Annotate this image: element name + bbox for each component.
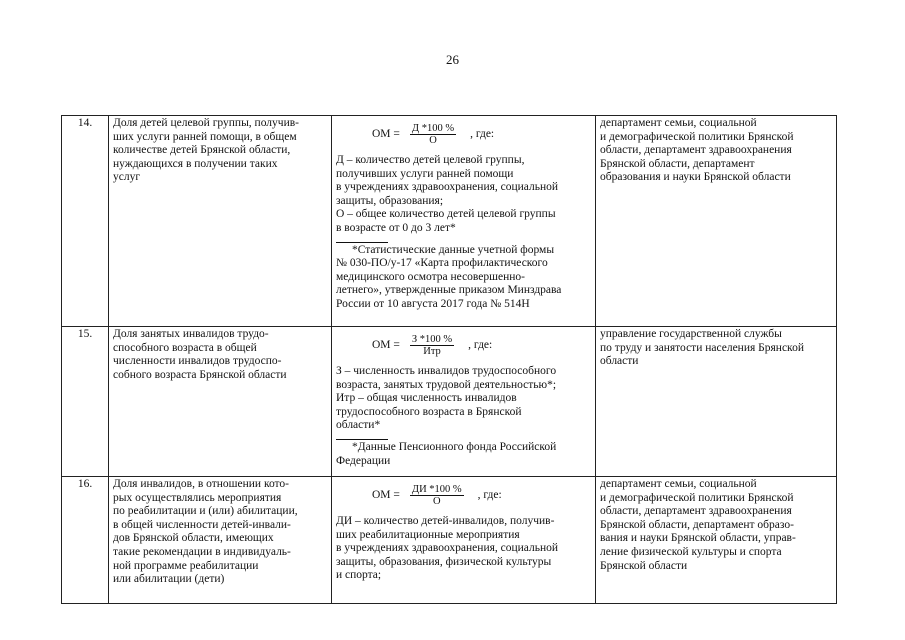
responsible-line: Брянской области, департамент bbox=[600, 157, 755, 170]
indicator-line: дов Брянской области, имеющих bbox=[113, 532, 274, 545]
table-row bbox=[62, 477, 837, 604]
indicator-line: услуг bbox=[113, 171, 141, 184]
explanation-line: защиты, образования; bbox=[336, 194, 444, 207]
responsible-line: области, департамент здравоохранения bbox=[600, 505, 792, 518]
indicator-line: собного возраста Брянской области bbox=[113, 368, 287, 381]
explanation-line: получивших услуги ранней помощи bbox=[336, 167, 514, 180]
indicator-line: Доля инвалидов, в отношении кото- bbox=[113, 478, 289, 490]
explanation-line: ДИ – количество детей-инвалидов, получив- bbox=[336, 515, 555, 527]
responsible-cell bbox=[596, 116, 837, 327]
indicator-cell bbox=[109, 116, 332, 327]
formula-denominator: Итр bbox=[423, 346, 441, 357]
indicator-line: нуждающихся в получении таких bbox=[113, 157, 278, 170]
indicator-line: Доля занятых инвалидов трудо- bbox=[113, 328, 269, 340]
responsible-line: управление государственной службы bbox=[600, 328, 782, 340]
explanation-line: области* bbox=[336, 419, 381, 432]
responsible-cell bbox=[596, 327, 837, 477]
responsible-line: области bbox=[600, 355, 639, 368]
footnote-line: № 030-ПО/у-17 «Карта профилактического bbox=[336, 257, 548, 270]
formula-cell bbox=[332, 116, 596, 327]
formula-fraction bbox=[410, 484, 464, 507]
formula-suffix: , где: bbox=[470, 127, 495, 140]
indicator-cell bbox=[109, 327, 332, 477]
responsible-line: и демографической политики Брянской bbox=[600, 491, 794, 504]
indicator-line: рых осуществлялись мероприятия bbox=[113, 491, 282, 504]
formula-denominator: О bbox=[429, 135, 437, 146]
responsible-line: и демографической политики Брянской bbox=[600, 130, 794, 143]
explanation-line: З – численность инвалидов трудоспособного bbox=[336, 365, 557, 377]
responsible-line: образования и науки Брянской области bbox=[600, 171, 791, 184]
footnote-line: *Данные Пенсионного фонда Российской bbox=[352, 440, 557, 453]
explanation-line: в учреждениях здравоохранения, социальной bbox=[336, 181, 559, 194]
footnote-separator bbox=[336, 242, 388, 243]
indicator-line: численности инвалидов трудоспо- bbox=[113, 355, 282, 368]
indicator-line: такие рекомендации в индивидуаль- bbox=[113, 545, 291, 558]
indicator-line: в общей численности детей-инвали- bbox=[113, 518, 291, 531]
formula-fraction bbox=[410, 123, 456, 146]
indicator-line: Доля детей целевой группы, получив- bbox=[113, 117, 299, 129]
footnote-line: летнего», утвержденные приказом Минздрава bbox=[336, 284, 562, 297]
footnote-line: России от 10 августа 2017 года № 514Н bbox=[336, 297, 530, 310]
row-number: 15. bbox=[62, 327, 109, 477]
responsible-line: вания и науки Брянской области, управ- bbox=[600, 532, 796, 545]
indicator-line: по реабилитации и (или) абилитации, bbox=[113, 505, 298, 518]
responsible-line: ление физической культуры и спорта bbox=[600, 545, 782, 558]
page-number: 26 bbox=[446, 52, 459, 67]
indicator-line: количестве детей Брянской области, bbox=[113, 144, 291, 157]
explanation-line: в возрасте от 0 до 3 лет* bbox=[336, 221, 456, 234]
responsible-line: департамент семьи, социальной bbox=[600, 117, 757, 129]
responsible-line: области, департамент здравоохранения bbox=[600, 144, 792, 157]
formula bbox=[336, 478, 591, 515]
formula-numerator: ДИ *100 % bbox=[411, 484, 462, 495]
explanation-line: ших реабилитационные мероприятия bbox=[336, 528, 520, 541]
formula-fraction bbox=[410, 334, 454, 357]
formula-numerator: Д *100 % bbox=[411, 123, 455, 134]
responsible-line: Брянской области, департамент образо- bbox=[600, 518, 794, 531]
explanation-line: защиты, образования, физической культуры bbox=[336, 555, 552, 568]
formula-suffix: , где: bbox=[477, 488, 502, 501]
explanation-line: в учреждениях здравоохранения, социальной bbox=[336, 542, 559, 555]
footnote-line: медицинского осмотра несовершенно- bbox=[336, 270, 525, 283]
formula-lhs: ОМ = bbox=[372, 338, 400, 351]
table-row bbox=[62, 116, 837, 327]
footnote-line: Федерации bbox=[336, 454, 391, 467]
formula-numerator: З *100 % bbox=[411, 334, 453, 345]
formula bbox=[336, 117, 591, 154]
indicator-line: ной программе реабилитации bbox=[113, 559, 259, 572]
responsible-line: департамент семьи, социальной bbox=[600, 478, 757, 490]
responsible-line: по труду и занятости населения Брянской bbox=[600, 341, 804, 354]
explanation-line: Итр – общая численность инвалидов bbox=[336, 392, 517, 405]
indicator-line: ших услуги ранней помощи, в общем bbox=[113, 130, 297, 143]
formula-denominator: О bbox=[432, 496, 441, 507]
formula-lhs: ОМ = bbox=[372, 127, 400, 140]
indicators-table bbox=[61, 115, 837, 604]
explanation-line: трудоспособного возраста в Брянской bbox=[336, 405, 522, 418]
table-row bbox=[62, 327, 837, 477]
responsible-cell bbox=[596, 477, 837, 604]
explanation-line: возраста, занятых трудовой деятельностью*; bbox=[336, 378, 557, 391]
responsible-line: Брянской области bbox=[600, 559, 688, 572]
formula-cell bbox=[332, 327, 596, 477]
explanation-line: Д – количество детей целевой группы, bbox=[336, 154, 525, 166]
formula-suffix: , где: bbox=[468, 338, 493, 351]
indicator-line: или абилитации (дети) bbox=[113, 573, 225, 586]
indicator-line: способного возраста в общей bbox=[113, 341, 257, 354]
footnote-line: *Статистические данные учетной формы bbox=[352, 243, 555, 256]
row-number: 14. bbox=[62, 116, 109, 327]
formula-cell bbox=[332, 477, 596, 604]
row-number: 16. bbox=[62, 477, 109, 604]
explanation-line: О – общее количество детей целевой группы bbox=[336, 208, 556, 221]
footnote-separator bbox=[336, 439, 388, 440]
formula-lhs: ОМ = bbox=[372, 488, 400, 501]
explanation-line: и спорта; bbox=[336, 569, 382, 582]
indicator-cell bbox=[109, 477, 332, 604]
formula bbox=[336, 328, 591, 365]
